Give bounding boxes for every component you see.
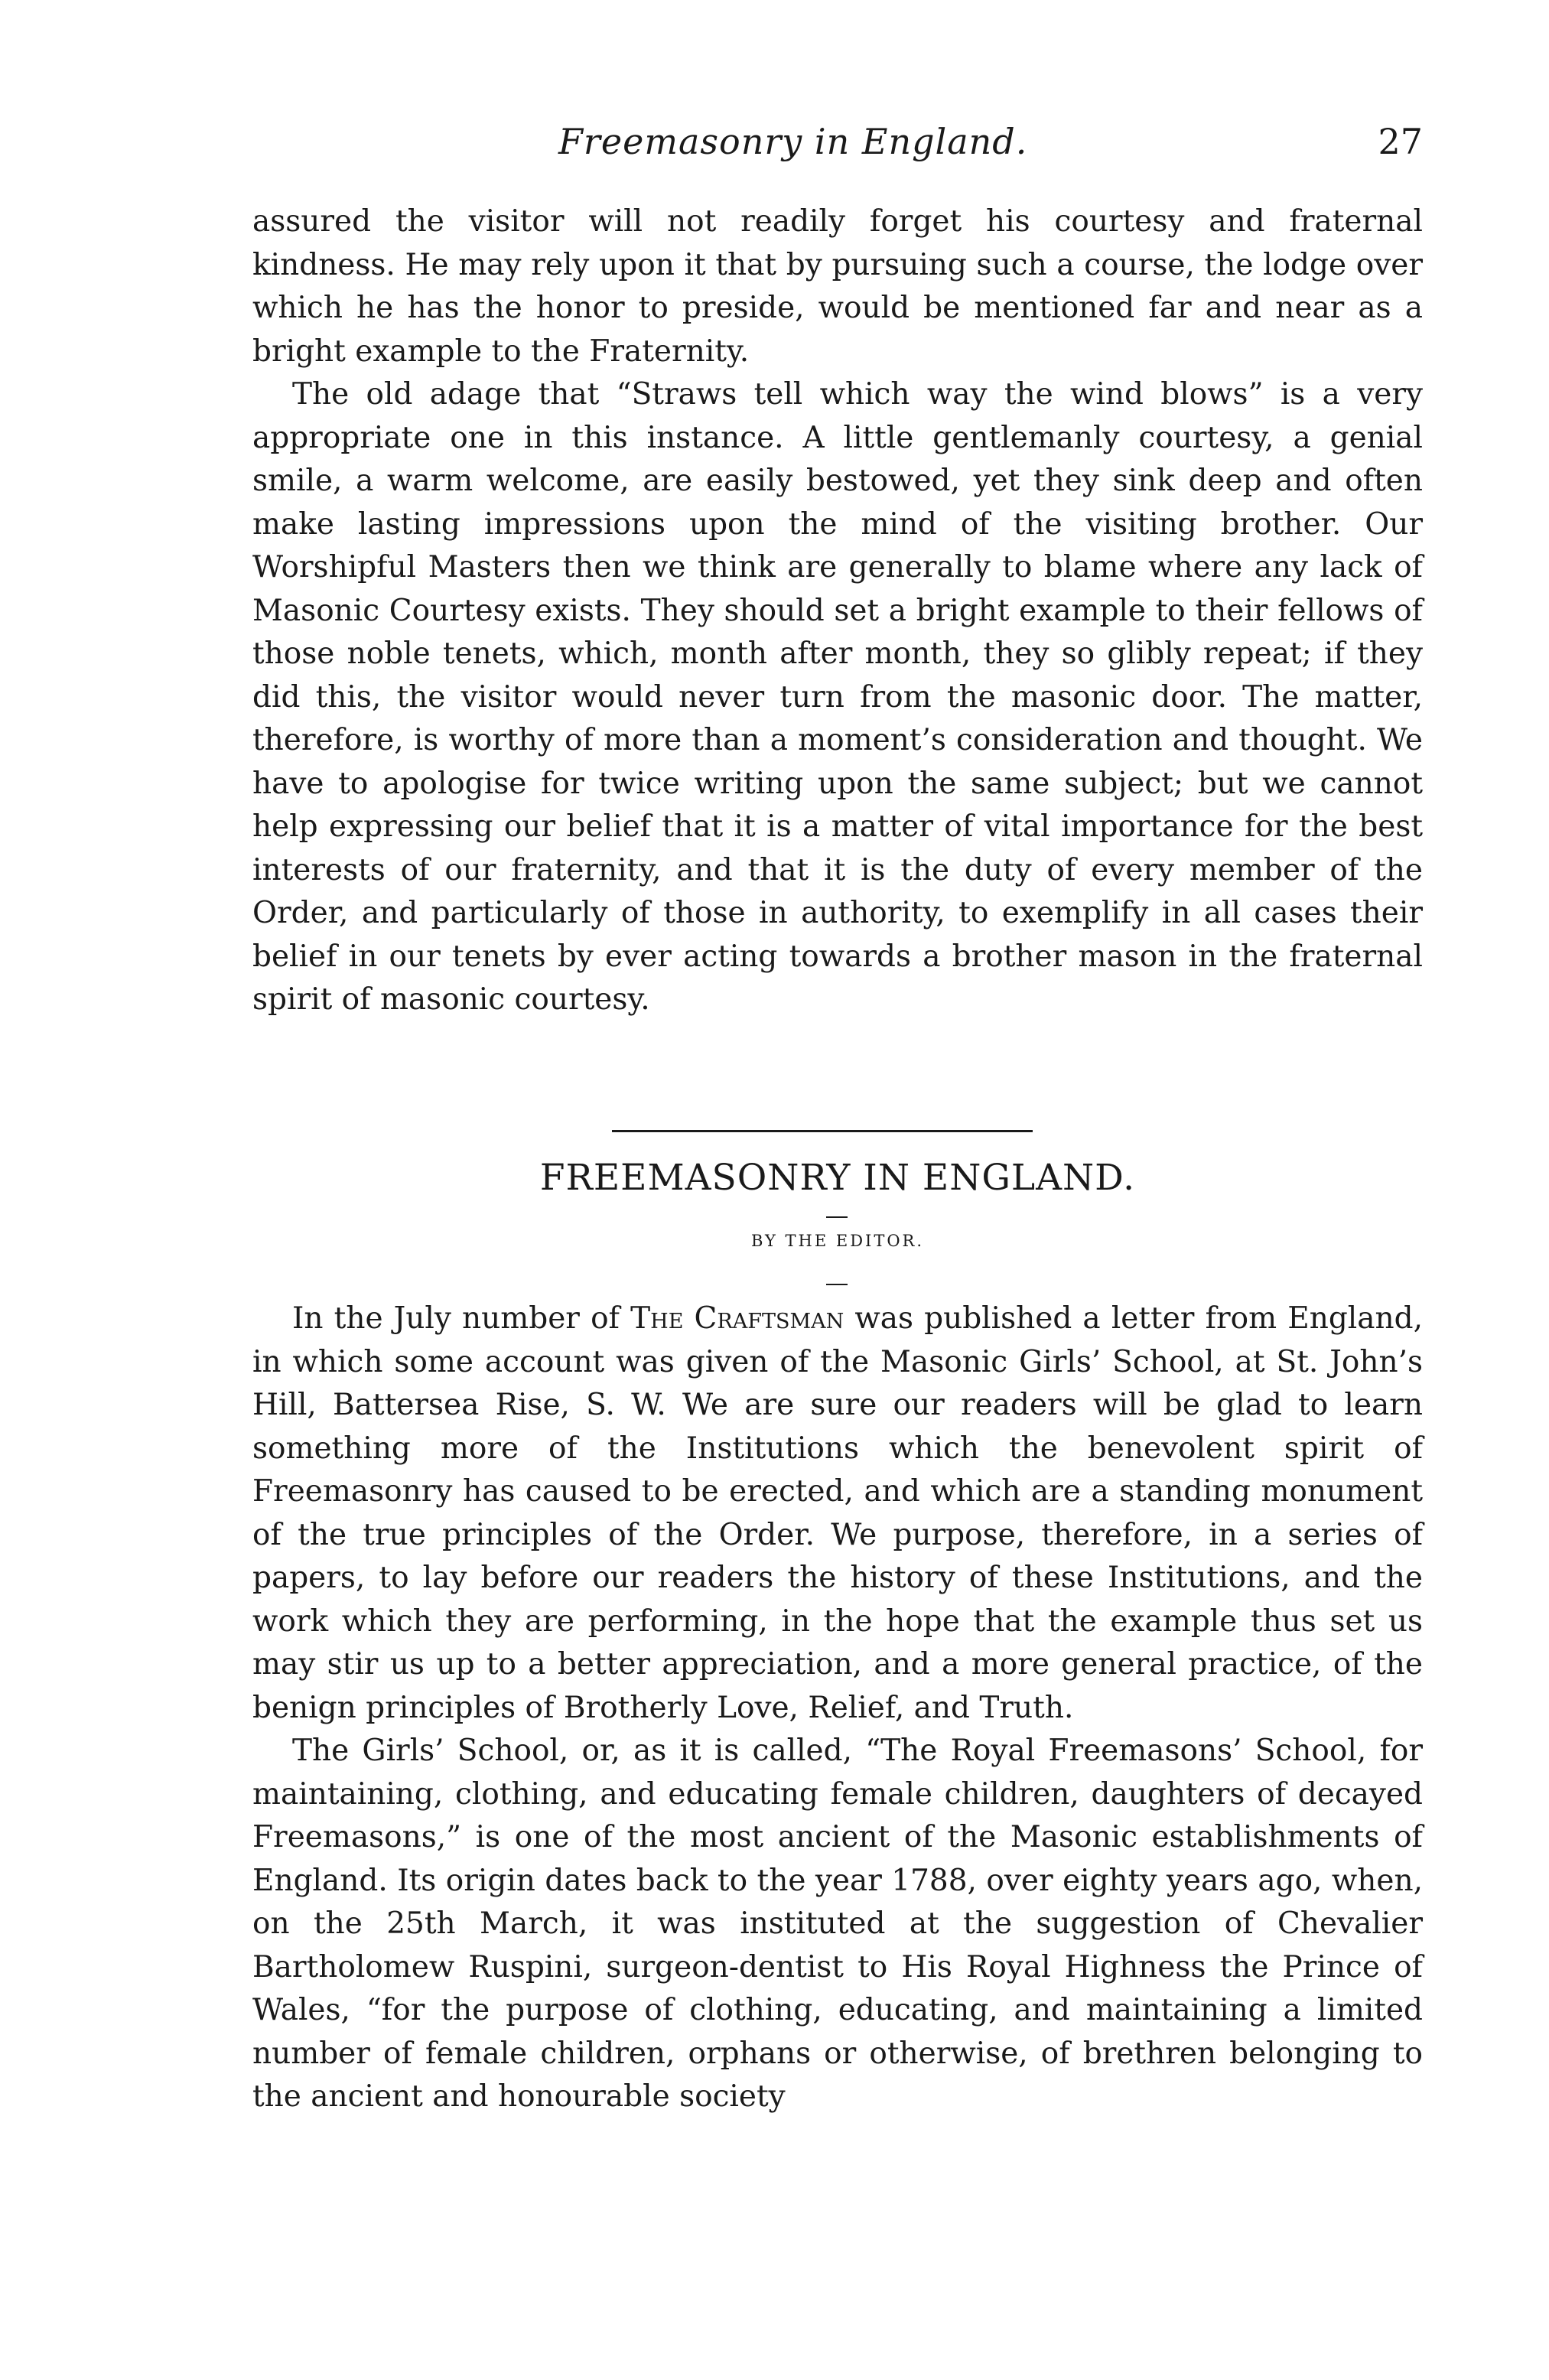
page-number: 27: [1378, 121, 1423, 162]
paragraph: The old adage that “Straws tell which way the wind blows” is a very appropriate one in this instance. A little gentlemanly courtesy, a genial smile, a warm welcome, are easily bestowed, yet they sink deep and often make lasting impressions upon the mind of the visiting brother. Our Worshipful Masters then we think are generally to blame where any lack of Masonic Courtesy exists. They should set a bright example to their fellows of those noble tenets, which, month after month, they so glibly repeat; if they did this, the visitor would never turn from the masonic door. The matter, therefore, is worthy of more than a moment’s consideration and thought. We have to apologise for twice writing upon the same subject; but we cannot help expressing our belief that it is a matter of vital importance for the best interests of our fraternity, and that it is the duty of every member of the Order, and particularly of those in authority, to exemplify in all cases their belief in our tenets by ever acting towards a brother mason in the fraternal spirit of masonic courtesy.: [252, 377, 1423, 1017]
running-title: Freemasonry in England.: [558, 121, 1028, 162]
paragraph: The Girls’ School, or, as it is called, “The Royal Freemasons’ School, for maintaining, clothing, and educating female children, daughters of decayed Freemasons,” is one of the most ancient of the Masonic establishments of England. Its origin dates back to the year 1788, over eighty years ago, when, on the 25th March, it was instituted at the suggestion of Chevalier Bartholomew Ruspini, surgeon-dentist to His Royal Highness the Prince of Wales, “for the purpose of clothing, educating, and maintaining a limited number of female children, orphans or otherwise, of brethren belonging to the ancient and honourable society: [252, 1734, 1423, 2114]
article-continuation: [252, 200, 1423, 1022]
byline: BY THE EDITOR.: [750, 1232, 925, 1250]
section-divider: [612, 1130, 1033, 1132]
paragraph-text: was published a letter from England, in which some account was given of the Masonic Girls’ School, at St. John’s Hill, Battersea Rise, S. W. We are sure our readers will be glad to learn something more of the Institutions which the benevolent spirit of Freemasonry has caused to be erected, and which are a standing monument of the true principles of the Order. We purpose, therefore, in a series of papers, to lay before our readers the history of these Institutions, and the work which they are performing, in the hope that the example thus set us may stir us up to a better appreciation, and a more general practice, of the benign principles of Brotherly Love, Relief, and Truth.: [252, 1301, 1423, 1725]
paragraph: [252, 1297, 1423, 1730]
paragraph-text: In the July number of: [292, 1301, 631, 1336]
title-dash: [826, 1216, 848, 1218]
paragraph: assured the visitor will not readily forget his courtesy and fraternal kindness. He may rely upon it that by pursuing such a course, the lodge over which he has the honor to preside, would be mentioned far and near as a bright example to the Fraternity.: [252, 204, 1423, 369]
byline-dash: [826, 1284, 848, 1285]
section-title: FREEMASONRY IN ENGLAND.: [539, 1157, 1136, 1199]
article-body: [252, 1297, 1423, 2119]
journal-name: The Craftsman: [630, 1301, 844, 1336]
running-head: [252, 121, 1423, 174]
